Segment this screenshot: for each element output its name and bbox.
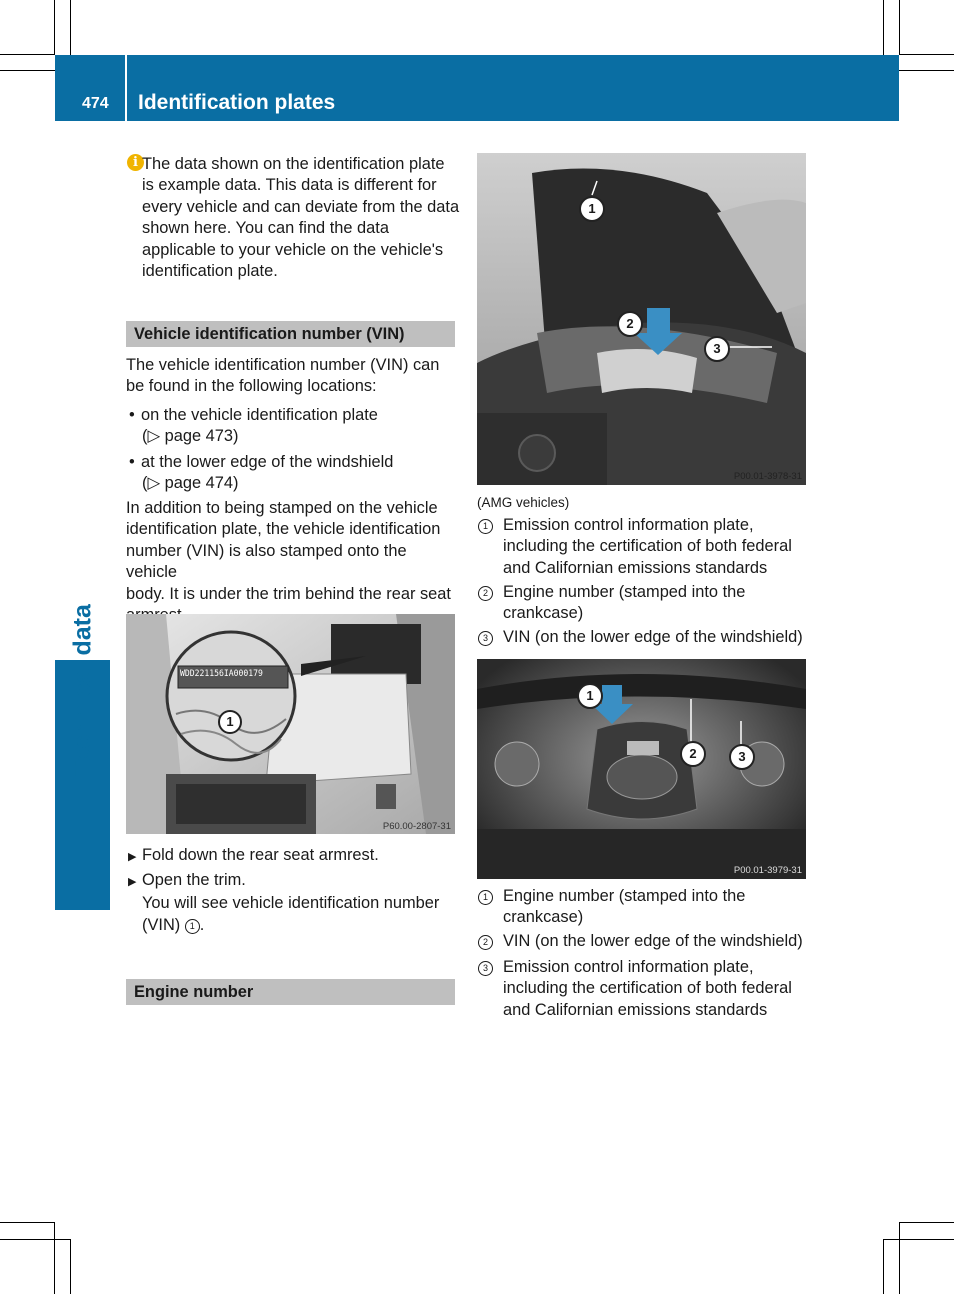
legend-line: crankcase)	[503, 908, 584, 927]
callout-ref: 3	[478, 961, 493, 976]
vin-body	[126, 498, 461, 626]
info-line: is example data. This data is different for	[142, 176, 437, 195]
callout-2: 2	[617, 311, 643, 337]
crop-mark	[899, 1222, 954, 1223]
callout-1: 1	[579, 196, 605, 222]
info-note	[142, 154, 462, 282]
crop-mark	[70, 1239, 71, 1294]
image-code: P00.01-3978-31	[733, 471, 802, 482]
crop-mark	[899, 70, 954, 71]
legend-line: VIN (on the lower edge of the windshield)	[503, 932, 803, 950]
legend-item	[477, 627, 817, 648]
crop-mark	[70, 0, 71, 55]
crop-mark	[899, 1222, 900, 1294]
info-line: identification plate.	[142, 262, 278, 281]
step-arrow-icon: ▶	[128, 851, 137, 863]
legend-line: Emission control information plate,	[503, 516, 754, 534]
step-subtext-end: .	[199, 915, 205, 934]
step-subtext: You will see vehicle identification number	[142, 894, 440, 913]
engine-bay-photo	[477, 659, 806, 879]
info-line: every vehicle and can deviate from the data	[142, 197, 460, 216]
callout-ref: 2	[478, 935, 493, 950]
callout-1: 1	[577, 683, 603, 709]
legend-line: VIN (on the lower edge of the windshield)	[503, 628, 803, 646]
step-text: Fold down the rear seat armrest.	[142, 846, 379, 864]
page-reference-link[interactable]: (▷ page 473)	[142, 427, 239, 446]
text-line: identification plate, the vehicle identification	[126, 520, 441, 539]
bullet-mark: •	[129, 406, 135, 424]
callout-3: 3	[729, 744, 755, 770]
crop-mark	[899, 0, 900, 55]
text-line: In addition to being stamped on the vehicle	[126, 499, 438, 517]
bullet-text: on the vehicle identification plate	[141, 406, 378, 424]
legend-line: Engine number (stamped into the	[503, 583, 746, 601]
legend-line: Engine number (stamped into the	[503, 887, 746, 905]
step-subtext	[128, 915, 458, 936]
chapter-tab-label: Technical data	[68, 604, 96, 776]
crop-mark	[883, 1239, 884, 1294]
section-heading-text: Vehicle identification number (VIN)	[134, 325, 405, 343]
step-subtext-part: (VIN)	[142, 915, 185, 934]
page-reference-link[interactable]: (▷ page 474)	[142, 474, 239, 493]
instruction-step	[128, 845, 458, 868]
bullet-text: at the lower edge of the windshield	[141, 453, 394, 471]
info-line: shown here. You can find the data	[142, 219, 389, 238]
crop-mark	[883, 1239, 954, 1240]
chapter-tab[interactable]	[55, 520, 110, 860]
callout-ref: 2	[478, 586, 493, 601]
text-line: The vehicle identification number (VIN) can	[126, 356, 440, 374]
callout-3: 3	[704, 336, 730, 362]
legend-item	[477, 886, 817, 929]
legend-line: and Californian emissions standards	[503, 1000, 768, 1019]
image-code: P60.00-2807-31	[382, 821, 451, 832]
legend-item	[477, 957, 817, 1021]
callout-2: 2	[680, 741, 706, 767]
crop-mark	[54, 0, 55, 55]
page-title: Identification plates	[138, 91, 336, 114]
legend-line: and Californian emissions standards	[503, 558, 768, 577]
text-line: body. It is under the trim behind the rear seat	[126, 584, 451, 603]
section-heading-vin	[126, 321, 455, 347]
callout-ref: 1	[478, 890, 493, 905]
crop-mark	[0, 1222, 55, 1223]
vin-intro	[126, 355, 461, 398]
bullet-item	[129, 452, 459, 495]
callout-ref: 1	[185, 919, 200, 934]
crop-mark	[0, 54, 55, 55]
step-text: Open the trim.	[142, 871, 246, 889]
crop-mark	[899, 54, 954, 55]
crop-mark	[883, 0, 884, 55]
legend-line: including the certification of both federal	[503, 979, 792, 998]
bullet-item	[129, 405, 459, 448]
text-line: number (VIN) is also stamped onto the vehicle	[126, 541, 407, 582]
crop-mark	[0, 1239, 70, 1240]
amg-engine-photo	[477, 153, 806, 485]
section-heading-engine	[126, 979, 455, 1005]
image-code: P00.01-3979-31	[733, 865, 802, 876]
crop-mark	[54, 1222, 55, 1294]
legend-item	[477, 582, 817, 625]
legend-line: including the certification of both federal	[503, 537, 792, 556]
bullet-mark: •	[129, 453, 135, 471]
page-header	[55, 55, 899, 121]
header-divider	[125, 55, 127, 121]
instruction-step	[128, 870, 458, 936]
section-heading-text: Engine number	[134, 983, 254, 1001]
crop-mark	[0, 70, 55, 71]
armrest-vin-photo	[126, 614, 455, 834]
callout-ref: 3	[478, 631, 493, 646]
legend-item	[477, 515, 817, 579]
info-line: The data shown on the identification plate	[142, 155, 445, 173]
vin-plate-text: WDD221156IA000179	[180, 669, 263, 679]
legend-item	[477, 931, 817, 952]
step-arrow-icon: ▶	[128, 876, 137, 888]
callout-1: 1	[218, 710, 242, 734]
text-line: be found in the following locations:	[126, 377, 377, 396]
callout-ref: 1	[478, 519, 493, 534]
page-number: 474	[82, 95, 109, 112]
info-line: applicable to your vehicle on the vehicle's	[142, 240, 444, 259]
figure-caption: (AMG vehicles)	[477, 495, 570, 510]
info-icon: i	[127, 154, 144, 171]
legend-line: Emission control information plate,	[503, 958, 754, 976]
legend-line: crankcase)	[503, 604, 584, 623]
